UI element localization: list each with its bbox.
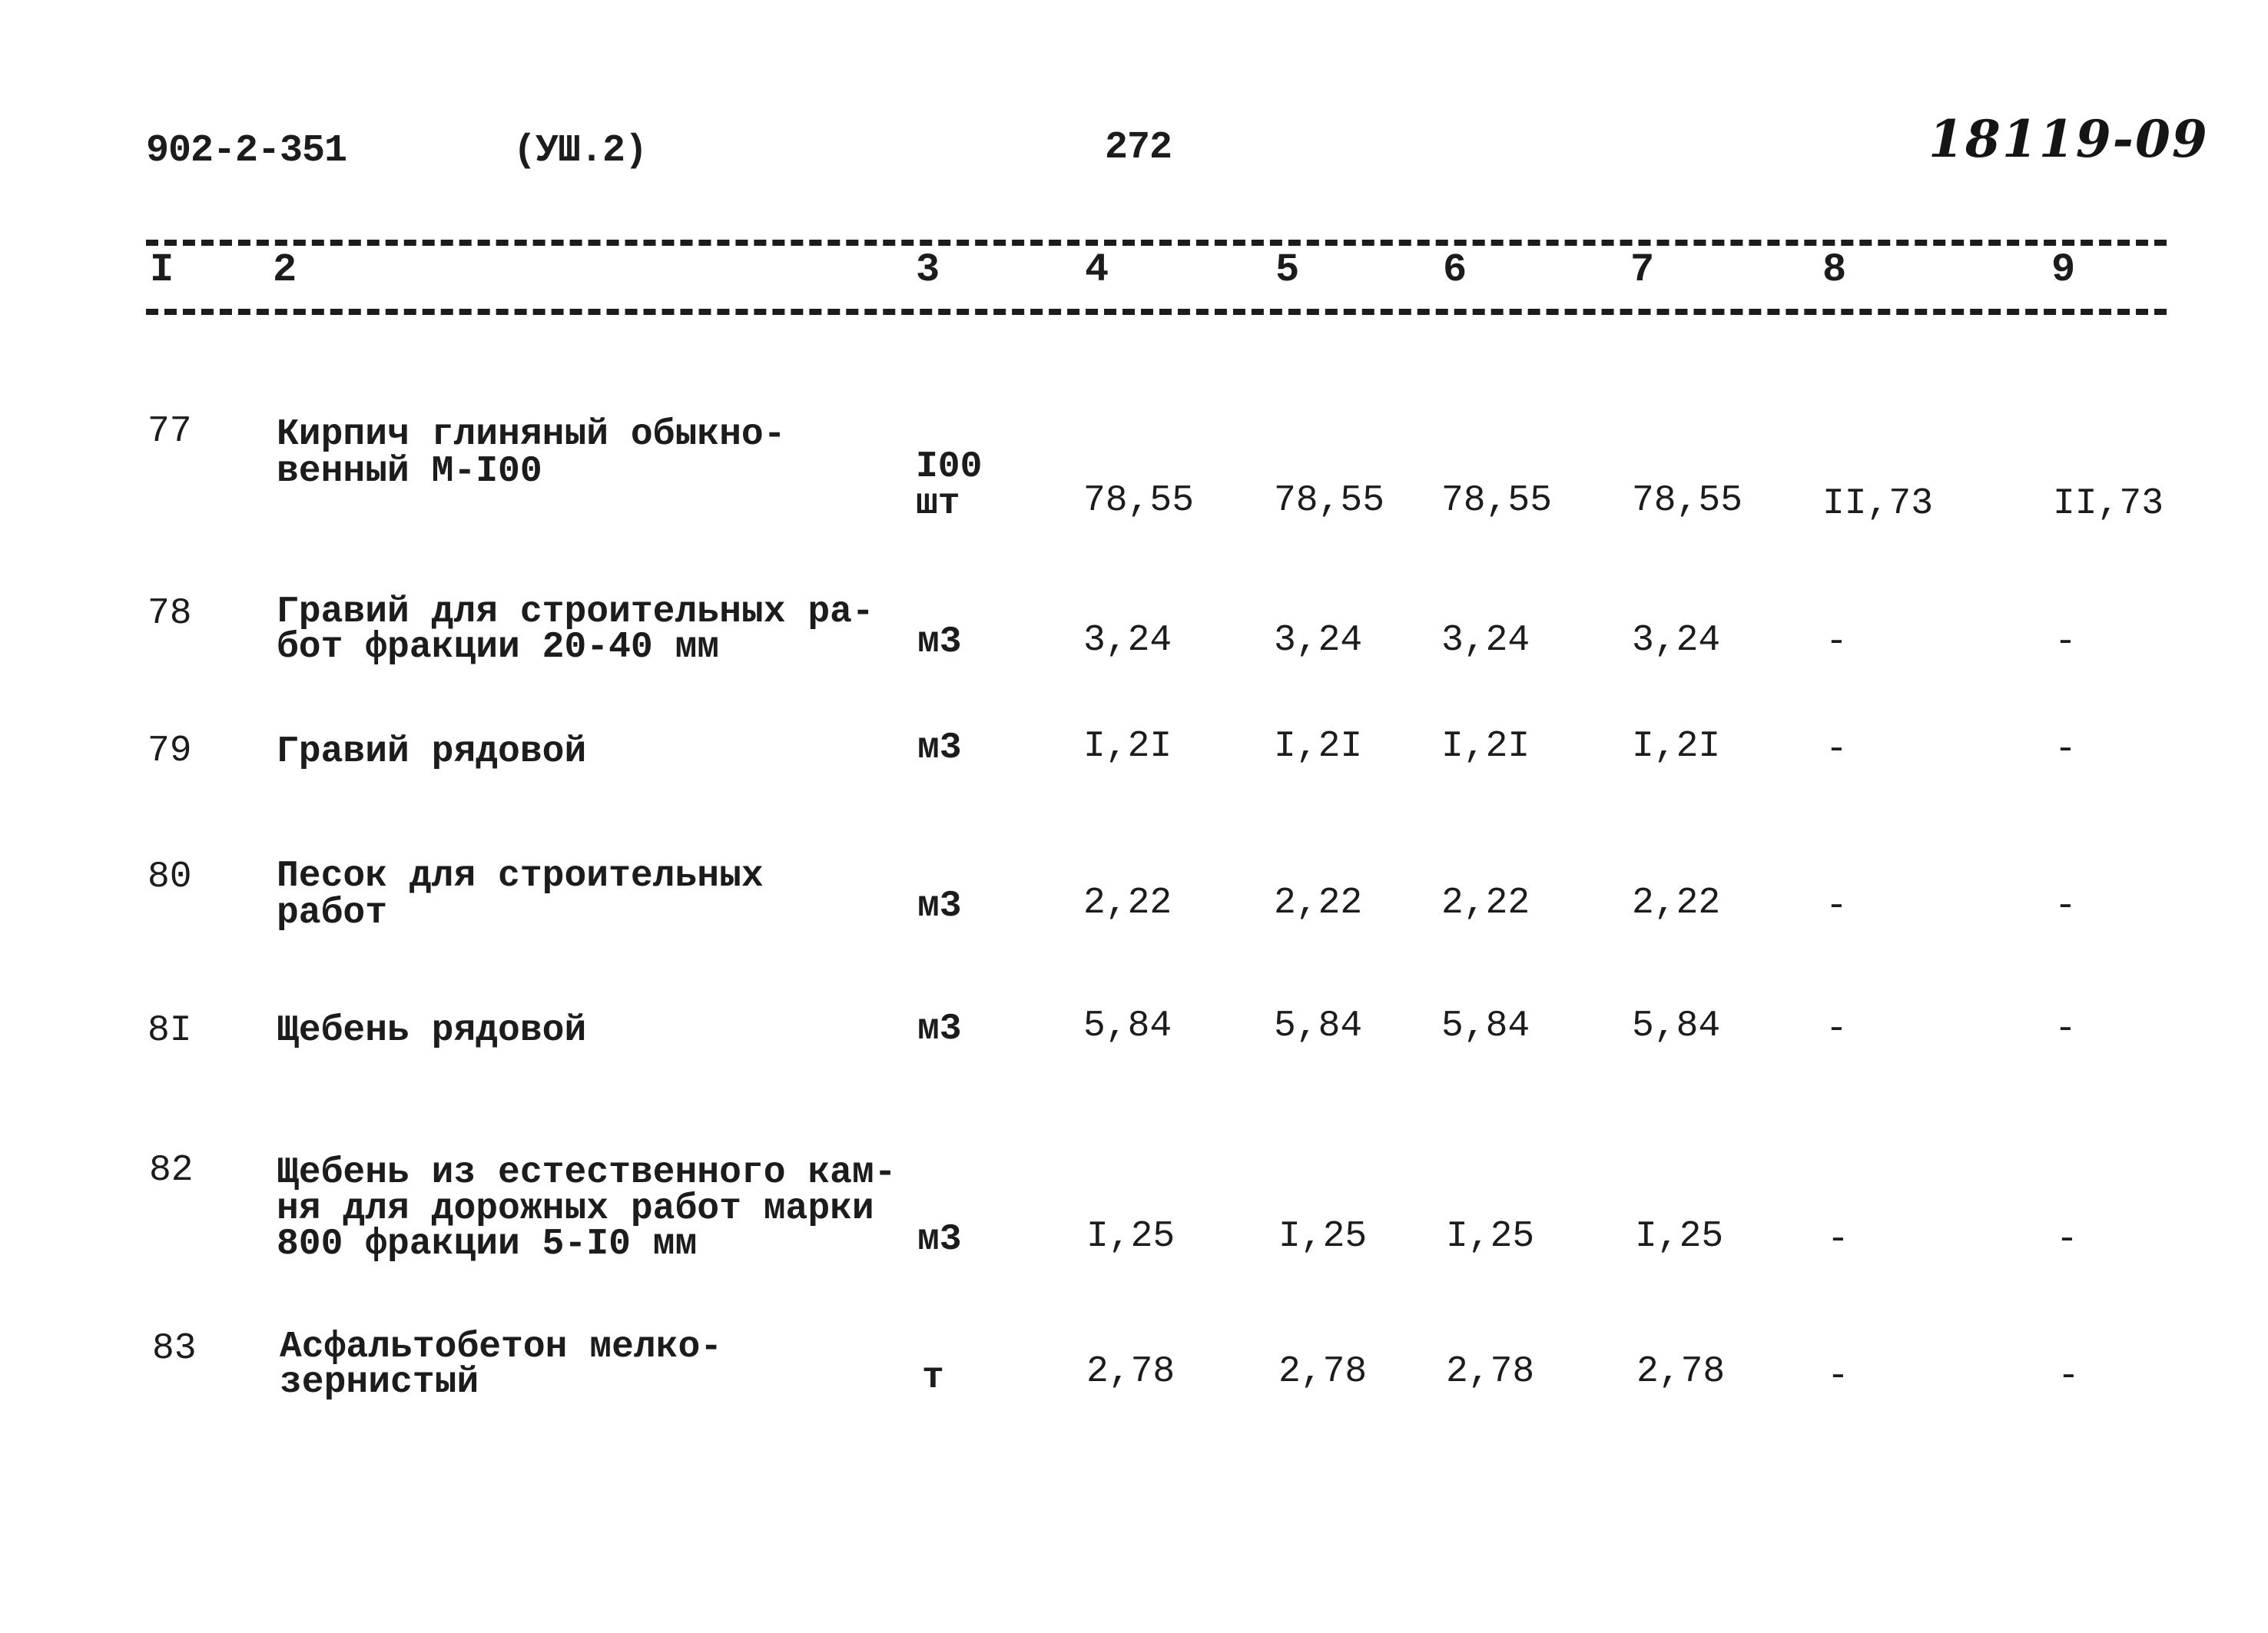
value-col-6: 3,24 [1441,620,1530,661]
value-col-4: I,25 [1086,1216,1175,1257]
bottom-dashed-rule [146,309,2167,315]
value-col-9: - [2054,729,2077,770]
unit-cell: I00 [916,446,983,488]
row-number: 80 [148,856,192,898]
value-col-7: 2,22 [1632,883,1721,924]
material-name-line: Кирпич глиняный обыкно- [277,414,786,455]
value-col-9: II,73 [2053,483,2164,525]
value-col-4: 2,78 [1086,1351,1175,1393]
value-col-8: - [1825,1009,1848,1050]
doc-code: 902-2-351 [146,129,347,173]
row-number: 79 [148,730,192,772]
material-name-line: работ [277,893,388,934]
row-number: 83 [152,1328,197,1370]
value-col-6: 5,84 [1441,1005,1530,1047]
handwritten-reference: 18119-09 [1928,109,2209,169]
row-number: 77 [148,411,192,452]
material-name-line: бот фракции 20-40 мм [277,627,720,668]
column-header-5: 5 [1275,247,1300,293]
value-col-9: - [2056,1219,2078,1260]
value-col-5: 5,84 [1274,1005,1363,1047]
value-col-7: 2,78 [1636,1351,1726,1393]
material-name-line: венный М-I00 [277,451,542,492]
value-col-4: I,2I [1083,726,1172,767]
material-name-line: Щебень из естественного кам- [277,1152,897,1194]
column-header-3: 3 [916,247,940,293]
value-col-5: 2,78 [1278,1351,1368,1393]
page-number: 272 [1105,126,1172,170]
unit-cell: м3 [917,886,962,927]
section-code: (УШ.2) [513,129,648,173]
top-dashed-rule [146,240,2167,246]
column-header-4: 4 [1085,247,1109,293]
column-header-1: I [150,247,174,293]
unit-cell: т [922,1357,944,1399]
material-name-line: Асфальтобетон мелко- [280,1327,723,1368]
value-col-9: - [2054,1009,2077,1050]
value-col-7: I,25 [1635,1216,1724,1257]
value-col-4: 2,22 [1083,883,1172,924]
unit-cell: шт [916,483,960,525]
material-name-line: Гравий рядовой [277,731,587,773]
value-col-6: 78,55 [1441,480,1553,522]
value-col-5: I,2I [1274,726,1363,767]
value-col-6: I,2I [1441,726,1530,767]
material-name-line: Щебень рядовой [277,1010,587,1052]
row-number: 78 [148,593,192,634]
value-col-5: 2,22 [1274,883,1363,924]
column-header-8: 8 [1822,247,1847,293]
column-header-9: 9 [2051,247,2076,293]
value-col-9: - [2054,886,2077,927]
value-col-9: - [2054,621,2077,663]
value-col-7: 5,84 [1632,1005,1721,1047]
value-col-7: 78,55 [1632,480,1743,522]
material-name-line: Гравий для строительных ра- [277,591,874,633]
unit-cell: м3 [917,621,962,663]
value-col-6: 2,22 [1441,883,1530,924]
column-header-7: 7 [1630,247,1655,293]
value-col-8: - [1827,1356,1849,1397]
material-name-line: Песок для строительных [277,856,764,897]
row-number: 8I [148,1010,192,1052]
material-name-line: ня для дорожных работ марки [277,1188,874,1230]
value-col-9: - [2057,1356,2080,1397]
unit-cell: м3 [917,727,962,769]
value-col-4: 5,84 [1083,1005,1172,1047]
unit-cell: м3 [917,1009,962,1050]
value-col-8: - [1825,729,1848,770]
column-header-2: 2 [273,247,297,293]
value-col-8: II,73 [1822,483,1934,525]
row-number: 82 [149,1150,194,1191]
value-col-7: I,2I [1632,726,1721,767]
material-name-line: 800 фракции 5-I0 мм [277,1224,698,1265]
column-header-6: 6 [1443,247,1467,293]
value-col-8: - [1827,1219,1849,1260]
value-col-4: 78,55 [1083,480,1195,522]
material-name-line: зернистый [280,1362,479,1403]
value-col-6: I,25 [1446,1216,1535,1257]
value-col-8: - [1825,886,1848,927]
value-col-5: 78,55 [1274,480,1385,522]
value-col-7: 3,24 [1632,620,1721,661]
value-col-5: I,25 [1278,1216,1368,1257]
value-col-6: 2,78 [1446,1351,1535,1393]
value-col-4: 3,24 [1083,620,1172,661]
value-col-8: - [1825,621,1848,663]
unit-cell: м3 [917,1219,962,1260]
value-col-5: 3,24 [1274,620,1363,661]
